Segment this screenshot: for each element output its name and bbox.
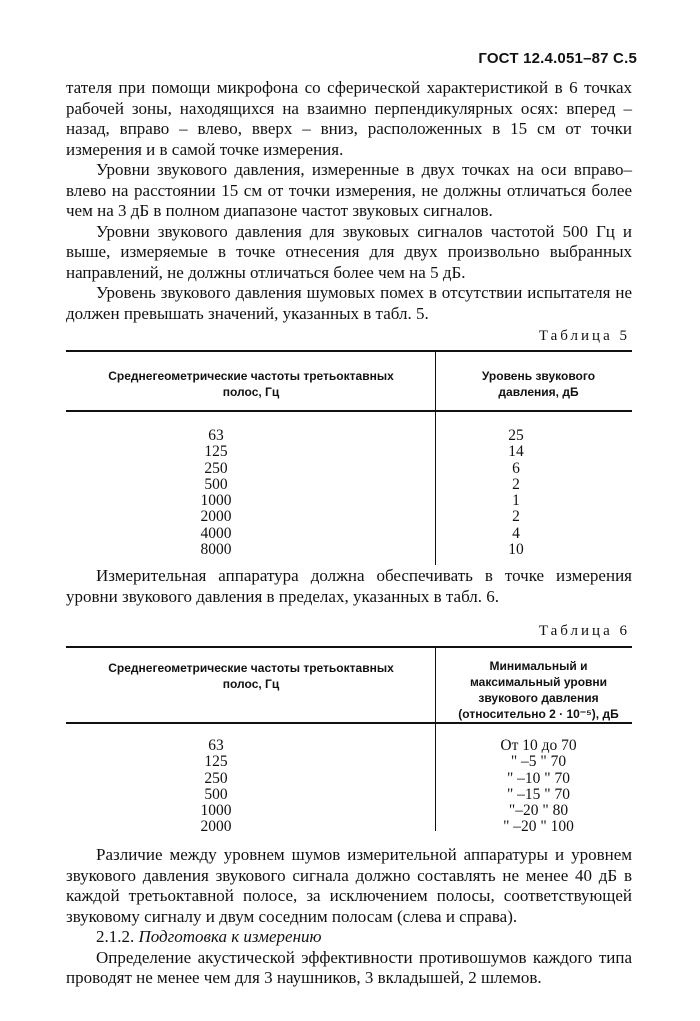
- table-header-rule: [66, 722, 632, 724]
- table-cell: 500: [204, 475, 228, 493]
- level-column: [476, 428, 556, 558]
- table-cell: От 10 до 70: [500, 737, 577, 754]
- middle-text-block: [66, 566, 632, 607]
- table-cell: 10: [508, 541, 524, 559]
- frequency-column: [176, 428, 256, 558]
- table-5-label: Таблица 5: [538, 328, 630, 344]
- table-column-divider: [435, 350, 436, 565]
- table-cell: 500: [204, 785, 228, 803]
- table-6-label: Таблица 6: [538, 623, 630, 639]
- table-cell: 250: [204, 459, 228, 477]
- column-header-frequency: Среднегеометрические частоты третьоктавных полос, Гц: [108, 369, 394, 399]
- frequency-column: [176, 738, 256, 836]
- table-cell: 63: [208, 737, 224, 754]
- table-cell: 2000: [200, 818, 232, 836]
- table-cell: 2: [512, 475, 520, 493]
- page-header: ГОСТ 12.4.051–87 С.5: [478, 50, 637, 67]
- column-header-frequency: Среднегеометрические частоты третьоктавных полос, Гц: [108, 661, 394, 691]
- table-cell: "–20 " 80: [508, 802, 569, 820]
- table-cell: 1: [512, 492, 520, 510]
- table-cell: 4: [512, 524, 520, 542]
- table-cell: 14: [508, 443, 524, 461]
- column-header-level: Уровень звукового давления, дБ: [481, 369, 596, 399]
- table-cell: 2000: [200, 508, 232, 526]
- paragraph: Уровни звукового давления для звуковых сигналов частотой 500 Гц и выше, измеряемые в точке отнесения для двух произвольно выбранных направлений, не должны отличаться более чем на 5 дБ.: [66, 221, 632, 282]
- section-heading: [66, 927, 632, 948]
- top-text-block: [66, 78, 632, 324]
- paragraph: тателя при помощи микрофона со сферической характеристикой в 6 точках рабочей зоны, находящихся на взаимно перпендикулярных осях: вперед – назад, вправо – влево, вверх – вниз, расположенных в 15 см от точки измерения и в самой точке измерения.: [66, 78, 632, 159]
- bottom-text-block: [66, 845, 632, 989]
- table-cell: 4000: [200, 524, 232, 542]
- paragraph: Уровни звукового давления, измеренные в двух точках на оси вправо–влево на расстоянии 15 см от точки измерения, не должны отличаться более чем на 3 дБ в полном диапазоне частот звуковых сигналов.: [66, 160, 632, 220]
- table-cell: " –10 " 70: [506, 769, 571, 787]
- table-cell: 250: [204, 769, 228, 787]
- table-cell: 8000: [200, 541, 232, 559]
- paragraph: Различие между уровнем шумов измерительной аппаратуры и уровнем звукового давления звукового сигнала должно составлять не менее 40 дБ в каждой третьоктавной полосе, за исключением полосы, соответствующей звуковому сигналу и двум соседним полосам (слева и справа).: [66, 845, 632, 926]
- table-cell: 1000: [200, 492, 232, 510]
- table-cell: " –5 " 70: [510, 753, 567, 771]
- table-cell: 1000: [200, 802, 232, 820]
- table-header-rule: [66, 410, 632, 412]
- table-cell: 2: [512, 508, 520, 526]
- paragraph: Определение акустической эффективности противошумов каждого типа проводят не менее чем для 3 наушников, 3 вкладышей, 2 шлемов.: [66, 947, 632, 987]
- table-top-rule: [66, 350, 632, 352]
- table-cell: 125: [204, 443, 228, 461]
- paragraph: Измерительная аппаратура должна обеспечивать в точке измерения уровни звукового давления в пределах, указанных в табл. 6.: [66, 566, 632, 606]
- table-5: [66, 350, 632, 565]
- table-top-rule: [66, 646, 632, 648]
- table-column-divider: [435, 646, 436, 831]
- section-number: 2.1.2.: [96, 927, 135, 946]
- table-cell: 63: [208, 427, 224, 444]
- column-header-level-range: Минимальный и максимальный уровни звукового давления (относительно 2 · 10⁻⁵), дБ: [458, 659, 619, 721]
- paragraph: Уровень звукового давления шумовых помех в отсутствии испытателя не должен превышать значений, указанных в табл. 5.: [66, 283, 632, 323]
- section-title: Подготовка к измерению: [138, 927, 322, 946]
- table-cell: " –15 " 70: [506, 785, 571, 803]
- table-cell: 25: [508, 427, 524, 444]
- table-cell: 6: [512, 459, 520, 477]
- table-cell: " –20 " 100: [503, 818, 574, 836]
- table-6: [66, 646, 632, 836]
- table-cell: 125: [204, 753, 228, 771]
- level-range-column: [451, 738, 626, 836]
